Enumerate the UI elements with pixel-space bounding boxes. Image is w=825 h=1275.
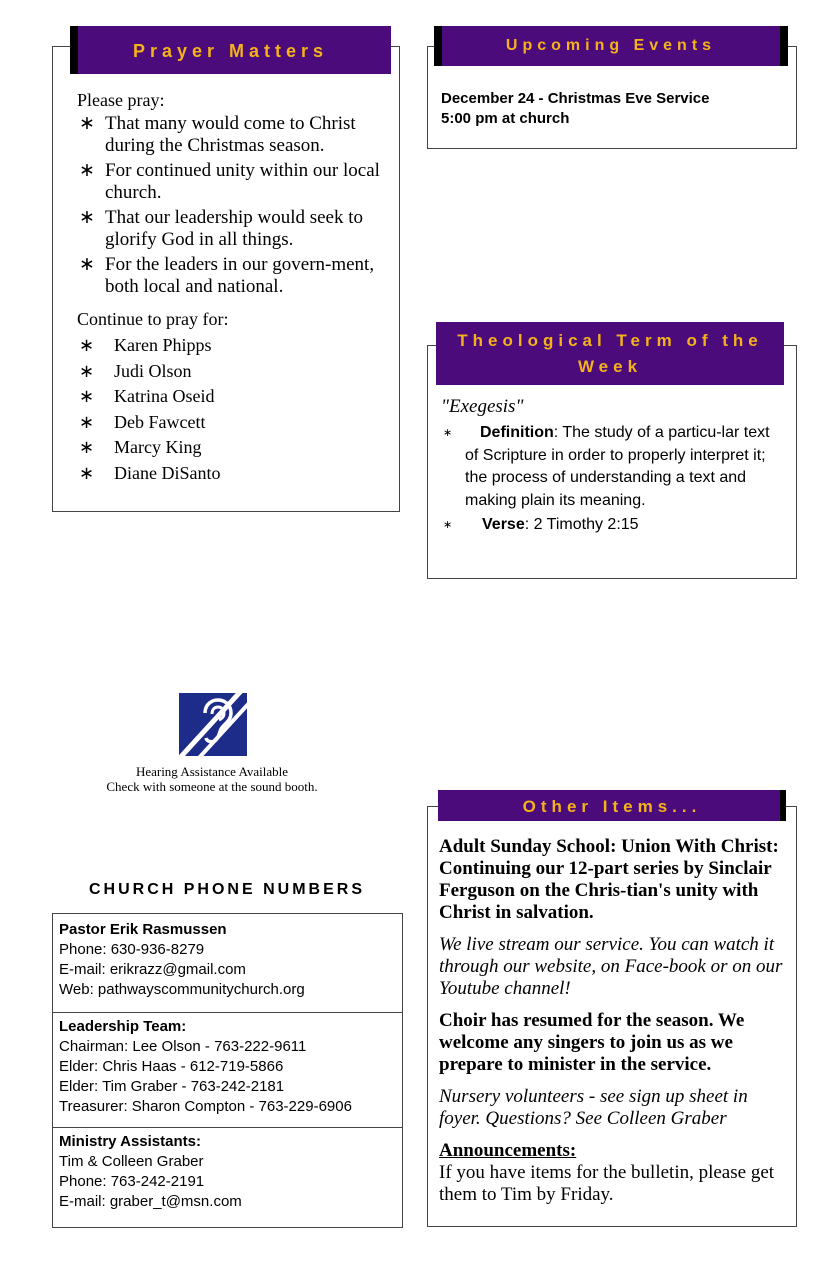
prayer-item: ∗ For the leaders in our govern-ment, both local and national. [77, 254, 387, 298]
leadership-line: Elder: Tim Graber - 763-242-2181 [59, 1078, 285, 1095]
sunday-school-text: Adult Sunday School: Union With Christ: Continuing our 12-part series by Sinclair Ferguson on the Chris-tian's unity with Christ in salvation. [439, 836, 779, 923]
prayer-item: ∗ For continued unity within our local church. [77, 160, 387, 204]
leadership-line: Chairman: Lee Olson - 763-222-9611 [59, 1038, 307, 1055]
prayer-name: ∗ Diane DiSanto [77, 461, 387, 487]
prayer-item: ∗ That many would come to Christ during the Christmas season. [77, 113, 387, 157]
hearing-line: Hearing Assistance Available [135, 764, 289, 779]
pastor-section [53, 914, 402, 1013]
events-title: Upcoming Events [505, 37, 717, 54]
hearing-icon [179, 693, 247, 756]
leadership-heading: Leadership Team: [59, 1018, 187, 1035]
phone-heading: CHURCH PHONE NUMBERS [88, 881, 365, 898]
theology-term: "Exegesis" [441, 396, 524, 417]
ministry-email: E-mail: graber_t@msn.com [59, 1193, 242, 1210]
livestream-text: We live stream our service. You can watch it through our website, on Face-book or on our Youtube channel! [439, 934, 783, 999]
other-content [439, 836, 787, 1206]
prayer-banner [70, 26, 391, 74]
ministry-section [53, 1128, 402, 1216]
ministry-phone: Phone: 763-242-2191 [59, 1173, 205, 1190]
continue-label: Continue to pray for: [77, 309, 229, 329]
leadership-line: Treasurer: Sharon Compton - 763-229-6906 [59, 1098, 352, 1115]
ministry-names: Tim & Colleen Graber [59, 1153, 204, 1170]
prayer-intro: Please pray: [77, 90, 165, 110]
prayer-title: Prayer Matters [132, 41, 329, 61]
hearing-line: Check with someone at the sound booth. [106, 779, 318, 794]
ministry-heading: Ministry Assistants: [59, 1133, 201, 1150]
definition-text: : The study of a particu-lar text of Scripture in order to properly interpret it; the process of understanding a text and making plain its meaning. [465, 424, 770, 509]
theology-list [441, 422, 776, 537]
event-line: December 24 - Christmas Eve Service [441, 90, 710, 107]
theology-banner [436, 322, 784, 385]
verse-text: : 2 Timothy 2:15 [524, 516, 639, 533]
prayer-content [77, 89, 387, 486]
prayer-name: ∗ Deb Fawcett [77, 410, 387, 436]
other-title: Other Items... [522, 797, 702, 816]
prayer-list [77, 113, 387, 298]
nursery-text: Nursery volunteers - see sign up sheet in foyer. Questions? See Colleen Graber [439, 1086, 748, 1129]
prayer-name: ∗ Marcy King [77, 435, 387, 461]
prayer-name: ∗ Karen Phipps [77, 333, 387, 359]
leadership-line: Elder: Chris Haas - 612-719-5866 [59, 1058, 284, 1075]
events-banner [434, 26, 788, 66]
hearing-caption [72, 764, 352, 794]
verse-label: Verse [482, 516, 525, 533]
announcements-label: Announcements: [439, 1140, 577, 1161]
other-banner [438, 790, 786, 821]
prayer-name: ∗ Katrina Oseid [77, 384, 387, 410]
names-list [77, 333, 387, 486]
events-content [441, 89, 709, 129]
theology-content [441, 396, 776, 537]
pastor-phone: Phone: 630-936-8279 [59, 941, 205, 958]
announcements-text: If you have items for the bulletin, please get them to Tim by Friday. [439, 1162, 775, 1205]
prayer-name: ∗ Judi Olson [77, 359, 387, 385]
event-time: 5:00 pm at church [441, 110, 570, 127]
pastor-web: Web: pathwayscommunitychurch.org [59, 981, 305, 998]
pastor-name: Pastor Erik Rasmussen [59, 921, 227, 938]
leadership-section [53, 1013, 402, 1128]
prayer-item: ∗ That our leadership would seek to glorify God in all things. [77, 207, 387, 251]
theology-title: Theological Term of the Week [457, 331, 763, 376]
choir-text: Choir has resumed for the season. We welcome any singers to join us as we prepare to minister in the service. [439, 1010, 745, 1075]
definition-label: Definition [480, 424, 554, 441]
pastor-email: E-mail: erikrazz@gmail.com [59, 961, 246, 978]
phone-box [52, 913, 403, 1228]
